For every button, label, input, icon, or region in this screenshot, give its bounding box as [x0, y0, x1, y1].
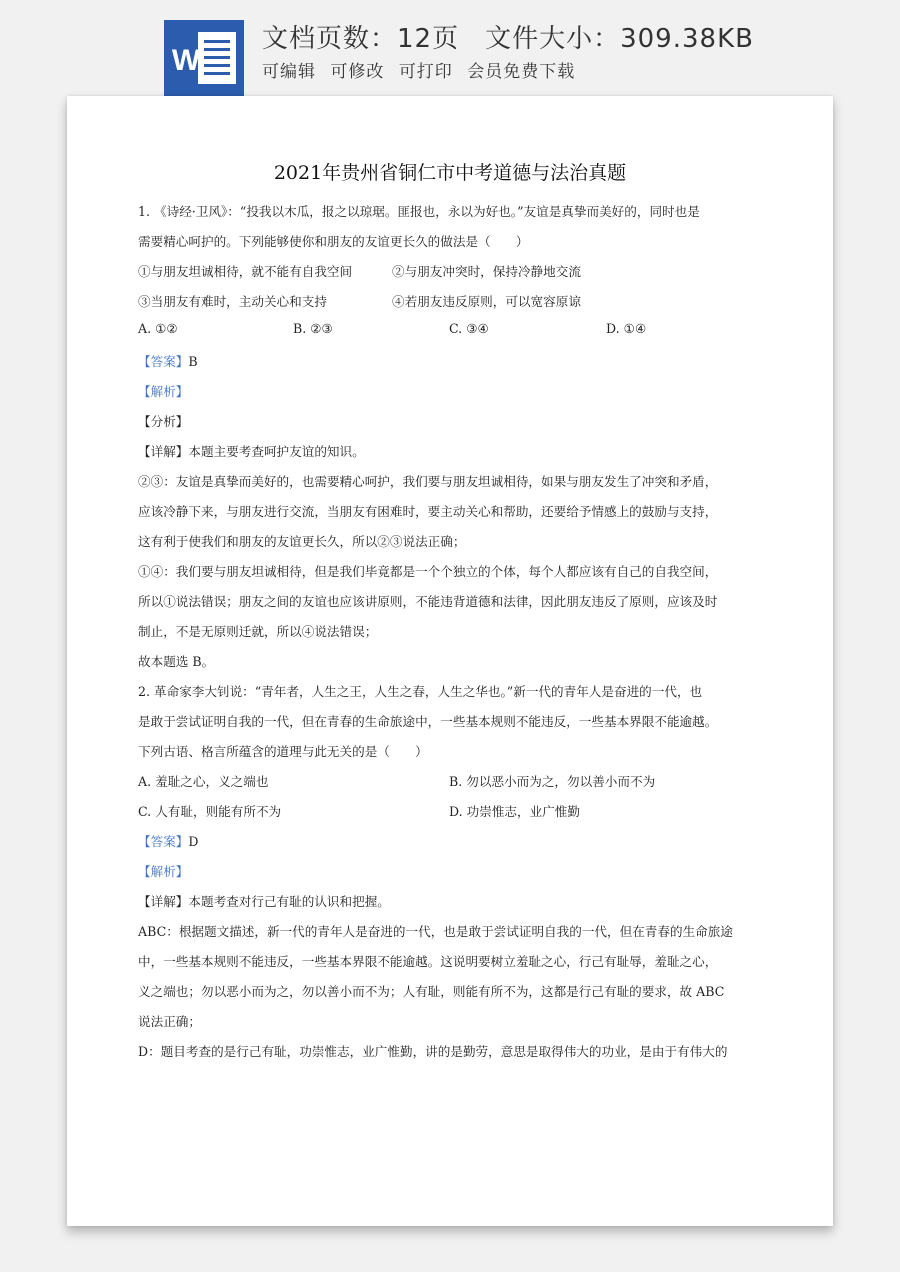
answer-tag: 【答案】	[138, 354, 189, 369]
q1-statement: ③当朋友有难时，主动关心和支持	[138, 294, 327, 309]
q1-option-b: B. ②③	[293, 321, 333, 336]
banner-features	[262, 57, 583, 82]
word-document-icon	[164, 20, 244, 96]
q1-stem-line: 需要精心呵护的。下列能够使你和朋友的友谊更长久的做法是（ ）	[138, 234, 529, 249]
answer-value: D	[188, 834, 199, 849]
download-banner	[0, 0, 900, 96]
q2-analysis-tag: 【解析】	[138, 864, 189, 879]
feature-editable: 可编辑	[262, 62, 316, 82]
q2-answer	[138, 831, 198, 850]
q2-stem-line: 下列古语、格言所蕴含的道理与此无关的是（ ）	[138, 744, 428, 759]
q2-detail-line: D：题目考查的是行己有耻，功崇惟志，业广惟勤，讲的是勤劳，意思是取得伟大的功业，是由于有伟大的	[138, 1044, 728, 1059]
q1-fenxi-tag: 【分析】	[138, 414, 189, 429]
q2-option-d: D. 功崇惟志，业广惟勤	[449, 804, 580, 819]
q2-stem-line: 是敢于尝试证明自我的一代，但在青春的生命旅途中，一些基本规则不能违反，一些基本界限不能逾越。	[138, 714, 718, 729]
feature-printable: 可打印	[398, 62, 453, 82]
banner-file-info	[262, 18, 754, 55]
page-count: 文档页数：12页	[262, 24, 460, 54]
q1-detail-line: 应该冷静下来，与朋友进行交流，当朋友有困难时，要主动关心和帮助，还要给予情感上的鼓励与支持，	[138, 504, 718, 519]
q2-option-c: C. 人有耻，则能有所不为	[138, 804, 282, 819]
q1-option-d: D. ①④	[606, 321, 647, 336]
q2-detail-line: 中，一些基本规则不能违反，一些基本界限不能逾越。这说明要树立羞耻之心，行己有耻辱，羞耻之心，	[138, 954, 718, 969]
q1-statement: ④若朋友违反原则，可以宽容原谅	[392, 294, 581, 309]
file-size: 文件大小：309.38KB	[485, 24, 754, 54]
answer-value: B	[188, 354, 198, 369]
q1-statement: ①与朋友坦诚相待，就不能有自我空间	[138, 264, 353, 279]
q1-detail-line: ②③：友谊是真挚而美好的，也需要精心呵护，我们要与朋友坦诚相待，如果与朋友发生了冲突和矛盾，	[138, 474, 718, 489]
q1-stem-line: 1. 《诗经·卫风》：“投我以木瓜，报之以琼琚。匪报也，永以为好也。”友谊是真挚而美好的，同时也是	[138, 204, 700, 219]
q2-detail-line: ABC：根据题文描述，新一代的青年人是奋进的一代，也是敢于尝试证明自我的一代，但在青春的生命旅途	[138, 924, 733, 939]
q1-detail-line: 所以①说法错误；朋友之间的友谊也应该讲原则，不能违背道德和法律，因此朋友违反了原则，应该及时	[138, 594, 718, 609]
q2-detail-line: 义之端也；勿以恶小而为之，勿以善小而不为；人有耻，则能有所不为，这都是行己有耻的要求，故 ABC	[138, 984, 725, 999]
q1-detail-line: ①④：我们要与朋友坦诚相待，但是我们毕竟都是一个个独立的个体，每个人都应该有自己的自我空间，	[138, 564, 718, 579]
answer-tag: 【答案】	[138, 834, 189, 849]
document-page	[67, 96, 833, 1226]
word-icon-letter: W	[171, 44, 201, 77]
q1-option-c: C. ③④	[449, 321, 489, 336]
feature-member-download: 会员免费下载	[467, 62, 576, 82]
feature-modifiable: 可修改	[330, 62, 385, 82]
q1-analysis-tag: 【解析】	[138, 384, 189, 399]
document-title: 2021年贵州省铜仁市中考道德与法治真题	[273, 162, 627, 184]
q2-stem-line: 2. 革命家李大钊说：“青年者，人生之王，人生之春，人生之华也。”新一代的青年人是奋进的一代，也	[138, 684, 703, 699]
q2-detail-line: 【详解】本题考查对行己有耻的认识和把握。	[138, 894, 390, 909]
q1-detail-line: 【详解】本题主要考查呵护友谊的知识。	[138, 444, 365, 459]
q1-detail-line: 故本题选 B。	[138, 654, 215, 669]
q2-detail-line: 说法正确；	[138, 1014, 201, 1029]
q1-option-a: A. ①②	[138, 321, 178, 336]
q1-detail-line: 制止，不是无原则迁就，所以④说法错误；	[138, 624, 378, 639]
q1-statement: ②与朋友冲突时，保持冷静地交流	[392, 264, 581, 279]
q2-option-a: A. 羞耻之心，义之端也	[138, 774, 269, 789]
q1-answer	[138, 351, 198, 370]
q1-detail-line: 这有利于使我们和朋友的友谊更长久，所以②③说法正确；	[138, 534, 466, 549]
q2-option-b: B. 勿以恶小而为之，勿以善小而不为	[449, 774, 656, 789]
